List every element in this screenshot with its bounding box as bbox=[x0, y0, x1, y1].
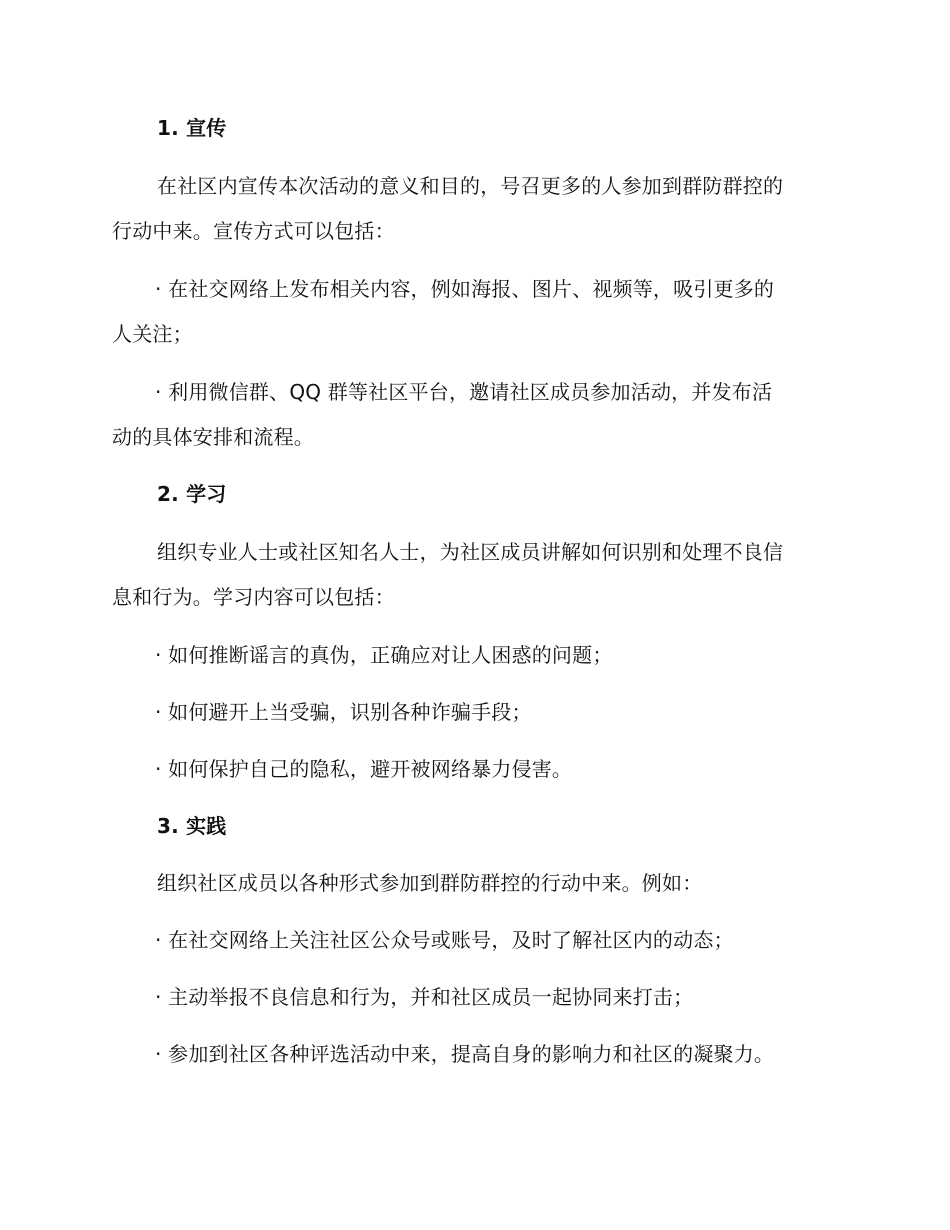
section-2-bullet-1: · 如何推断谣言的真伪，正确应对让人困惑的问题； bbox=[155, 643, 613, 667]
section-2-intro-line-1: 组织专业人士或社区知名人士，为社区成员讲解如何识别和处理不良信 bbox=[157, 540, 784, 564]
section-1-intro-line-1: 在社区内宣传本次活动的意义和目的，号召更多的人参加到群防群控的 bbox=[157, 174, 784, 198]
section-2-intro-line-2: 息和行为。学习内容可以包括： bbox=[112, 585, 395, 609]
section-3-bullet-2: · 主动举报不良信息和行为，并和社区成员一起协同来打击； bbox=[155, 985, 694, 1009]
section-heading-1: 1. 宣传 bbox=[157, 116, 227, 140]
section-heading-3: 3. 实践 bbox=[157, 814, 227, 838]
section-heading-2: 2. 学习 bbox=[157, 482, 227, 506]
section-1-bullet-2-line-2: 动的具体安排和流程。 bbox=[112, 425, 314, 449]
section-1-bullet-1-line-2: 人关注； bbox=[112, 322, 193, 346]
section-2-bullet-3: · 如何保护自己的隐私，避开被网络暴力侵害。 bbox=[155, 757, 573, 781]
section-3-intro-line-1: 组织社区成员以各种形式参加到群防群控的行动中来。例如： bbox=[157, 871, 703, 895]
section-1-bullet-1-line-1: · 在社交网络上发布相关内容，例如海报、图片、视频等，吸引更多的 bbox=[155, 277, 775, 301]
section-2-bullet-2: · 如何避开上当受骗，识别各种诈骗手段； bbox=[155, 700, 532, 724]
section-1-bullet-2-line-1: · 利用微信群、QQ 群等社区平台，邀请社区成员参加活动，并发布活 bbox=[155, 380, 773, 404]
section-3-bullet-1: · 在社交网络上关注社区公众号或账号，及时了解社区内的动态； bbox=[155, 928, 734, 952]
section-1-intro-line-2: 行动中来。宣传方式可以包括： bbox=[112, 219, 395, 243]
section-3-bullet-3: · 参加到社区各种评选活动中来，提高自身的影响力和社区的凝聚力。 bbox=[155, 1042, 775, 1066]
